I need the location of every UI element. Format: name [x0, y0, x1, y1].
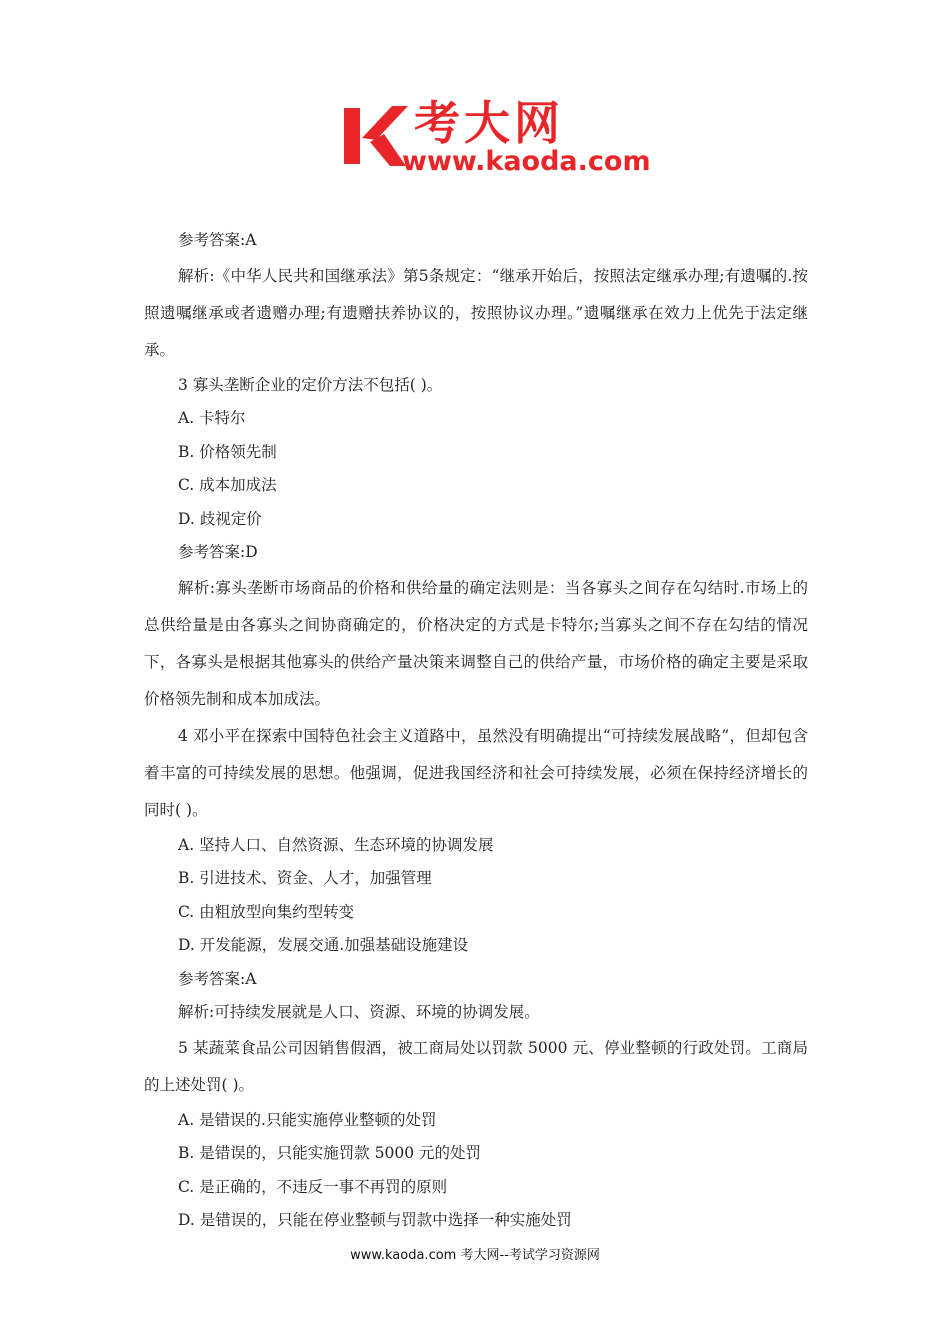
text-line: D. 是错误的，只能在停业整顿与罚款中选择一种实施处罚: [178, 1211, 572, 1229]
page-footer: www.kaoda.com 考大网--考试学习资源网: [350, 1248, 600, 1263]
paragraph: 解析:《中华人民共和国继承法》第5条规定：“继承开始后，按照法定继承办理;有遗嘱的.按照遗嘱继承或者遗赠办理;有遗赠扶养协议的，按照协议办理。”遗嘱继承在效力上优先于法定继承。: [144, 266, 808, 359]
text-line: C. 是正确的，不违反一事不再罚的原则: [178, 1177, 448, 1196]
text-line: 参考答案:D: [178, 543, 258, 561]
text-line: A. 坚持人口、自然资源、生态环境的协调发展: [178, 835, 494, 854]
paragraph: 4 邓小平在探索中国特色社会主义道路中，虽然没有明确提出“可持续发展战略”，但却包含着丰富的可持续发展的思想。他强调，促进我国经济和社会可持续发展，必须在保持经济增长的同时( )。: [144, 726, 808, 819]
k-logo-icon: [340, 102, 410, 172]
paragraph: 解析:寡头垄断市场商品的价格和供给量的确定法则是：当各寡头之间存在勾结时.市场上的总供给量是由各寡头之间协商确定的，价格决定的方式是卡特尔;当寡头之间不存在勾结的情况下，各寡头是根据其他寡头的供给产量决策来调整自己的供给产量，市场价格的确定主要是采取价格领先制和成本加成法。: [144, 578, 808, 708]
text-line: 参考答案:A: [178, 231, 257, 249]
logo-brand-url: www.kaoda.com: [402, 146, 651, 177]
document-body: [144, 224, 808, 1238]
text-line: 3 寡头垄断企业的定价方法不包括( )。: [178, 375, 443, 394]
text-line: B. 是错误的，只能实施罚款 5000 元的处罚: [178, 1144, 482, 1162]
text-line: B. 引进技术、资金、人才，加强管理: [178, 869, 432, 887]
text-line: A. 卡特尔: [178, 409, 246, 427]
text-line: C. 由粗放型向集约型转变: [178, 902, 355, 921]
text-line: C. 成本加成法: [178, 476, 277, 494]
text-line: D. 开发能源，发展交通.加强基础设施建设: [178, 936, 469, 954]
text-line: D. 歧视定价: [178, 509, 262, 528]
logo-brand-cn: 考大网: [414, 96, 564, 150]
text-line: A. 是错误的.只能实施停业整顿的处罚: [178, 1110, 437, 1129]
paragraph: 5 某蔬菜食品公司因销售假酒，被工商局处以罚款 5000 元、停业整顿的行政处罚。工商局的上述处罚( )。: [144, 1038, 808, 1094]
text-line: B. 价格领先制: [178, 442, 277, 461]
kaoda-logo: [340, 96, 662, 186]
text-line: 解析:可持续发展就是人口、资源、环境的协调发展。: [178, 1003, 540, 1021]
text-line: 参考答案:A: [178, 969, 257, 988]
